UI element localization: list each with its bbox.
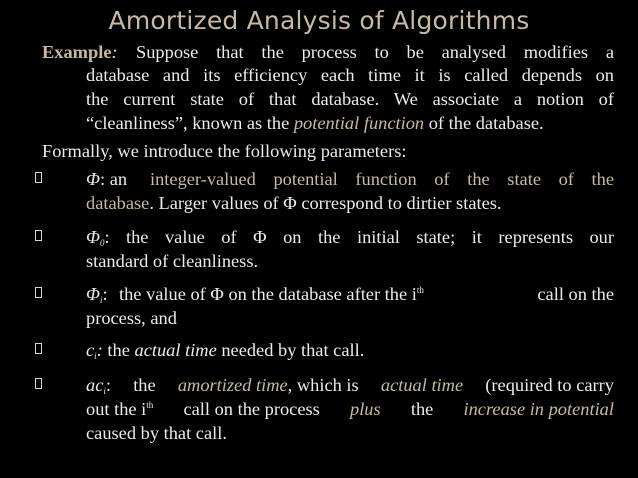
example-line-4-post: of the database. [428,113,544,133]
example-line-1-text: Suppose that the process to be analysed modifies a [136,42,614,62]
bullet-icon [35,230,42,241]
example-line-3: the current state of that database. We associate a notion of [86,89,614,109]
plus-term: plus [350,399,381,419]
param-phi-symbol: Φ [86,169,100,189]
param-phii-sub: i [100,295,103,305]
param-ci-line [86,339,364,361]
param-phi0-symbol: Φ [86,227,100,247]
param-phi0-sub: 0 [100,238,105,248]
param-phi-database: database [86,193,150,213]
example-line-4-pre: “cleanliness”, known as the [86,113,290,133]
param-ci-post: needed by that call. [221,340,365,360]
param-phi-line-2 [86,192,502,214]
example-colon: : [111,42,118,62]
bullet-icon [35,287,42,298]
param-aci-line2-mid2: the [410,399,434,419]
param-phi0-line-2: standard of cleanliness. [86,251,259,271]
param-phii-pre: the value of Φ on the database after the i [119,284,417,304]
param-phii-sup: th [416,285,424,295]
param-aci-line2-mid: call on the process [183,399,320,419]
param-ci-symbol: c [86,340,95,360]
param-phii-text [119,283,614,305]
param-aci-colon: : [105,375,111,395]
param-phi0-colon: : [104,227,110,247]
param-ci-sub: i [94,351,97,361]
param-phi0-line-1 [86,226,614,248]
example-line-2: database and its efficiency each time it is called depends on [86,65,614,85]
param-phi-pre: an [109,169,128,189]
param-phi-line-2-rest: . Larger values of Φ correspond to dirtier states. [149,193,502,213]
param-aci-sub: i [103,386,106,396]
potential-function-term: potential function [293,113,425,133]
param-phi-highlight: integer-valued potential function of the state of the [150,169,614,189]
bullet-icon [35,343,42,354]
example-label: Example [42,42,112,62]
param-aci-line2-pre: out the i [86,399,147,419]
param-aci-line-1 [86,374,614,396]
bullet-icon [35,378,42,389]
param-phii-post: call on the [537,284,614,304]
param-aci-line-2 [86,398,614,420]
example-line-4 [86,112,544,134]
param-phii-line-1 [86,283,614,305]
bullet-icon [35,172,42,183]
param-aci-symbol: ac [86,375,104,395]
param-phii-symbol: Φ [86,284,100,304]
param-phii-line-2: process, and [86,308,177,328]
param-aci-line-3: caused by that call. [86,423,227,443]
param-phii-colon: : [102,284,108,304]
param-phi-colon: : [100,169,106,189]
param-aci-sup: th [146,400,154,410]
actual-time-term: actual time [380,375,464,395]
increase-in-potential-term: increase in potential [463,399,614,419]
param-aci-mid2: (required to carry [485,375,614,395]
intro-line: Formally, we introduce the following parameters: [42,141,407,161]
slide-title: Amortized Analysis of Algorithms [108,6,530,35]
amortized-time-term: amortized time [177,375,288,395]
param-ci-term: actual time [134,340,217,360]
param-aci-pre: the [133,375,156,395]
param-ci-colon: : [96,340,103,360]
param-aci-mid1: , which is [287,375,359,395]
param-phi0-text: the value of Φ on the initial state; it represents our [126,227,614,247]
param-phi-line-1 [86,168,614,190]
param-ci-pre: the [107,340,130,360]
